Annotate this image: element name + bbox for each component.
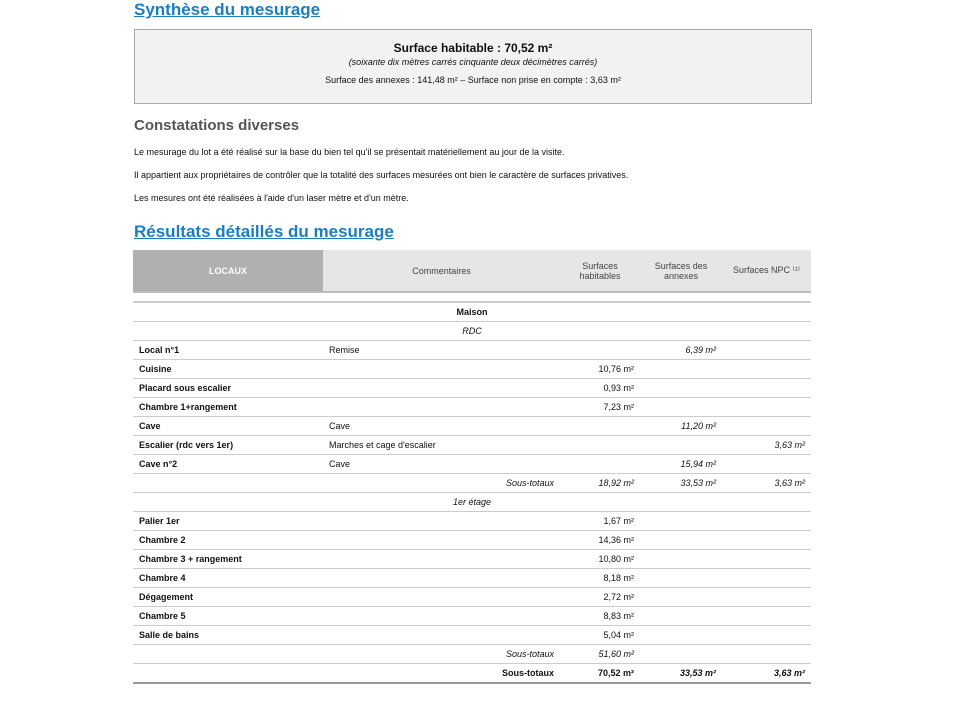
surface-habitable: 8,18 m² [560, 569, 640, 588]
room-comment [323, 626, 560, 645]
table-row [133, 360, 811, 379]
surface-habitable: 5,04 m² [560, 626, 640, 645]
room-comment: Cave [323, 417, 560, 436]
subtotal-annexes: 33,53 m² [640, 664, 722, 684]
surface-annexe [640, 379, 722, 398]
surface-habitable: 2,72 m² [560, 588, 640, 607]
surface-annexe: 11,20 m² [640, 417, 722, 436]
resultats-title: Résultats détaillés du mesurage [134, 222, 394, 241]
room-comment: Cave [323, 455, 560, 474]
surface-habitable: 0,93 m² [560, 379, 640, 398]
surface-npc [722, 341, 811, 360]
surface-annexe [640, 588, 722, 607]
room-comment [323, 607, 560, 626]
subtotal-npc: 3,63 m² [722, 664, 811, 684]
header-npc: Surfaces NPC ⁽¹⁾ [722, 250, 811, 292]
surface-habitable [560, 417, 640, 436]
room-name: Chambre 4 [133, 569, 323, 588]
surface-habitable: 8,83 m² [560, 607, 640, 626]
level-label: 1er étage [133, 493, 811, 512]
surface-npc [722, 531, 811, 550]
subtotal-habitable: 51,60 m² [560, 645, 640, 664]
surface-annexe [640, 550, 722, 569]
room-comment: Remise [323, 341, 560, 360]
table-row [133, 379, 811, 398]
surface-words: (soixante dix mètres carrés cinquante deux décimètres carrés) [348, 57, 598, 67]
table-header [133, 250, 811, 292]
surface-npc [722, 379, 811, 398]
table-row [133, 626, 811, 645]
surface-npc [722, 569, 811, 588]
surface-annexe [640, 398, 722, 417]
subtotal-habitable: 18,92 m² [560, 474, 640, 493]
header-commentaires: Commentaires [323, 250, 560, 292]
subtotal-label: Sous-totaux [323, 664, 560, 684]
surface-npc [722, 626, 811, 645]
table-row [133, 550, 811, 569]
constatation-line: Les mesures ont été réalisées à l'aide d'un laser mètre et d'un mètre. [134, 193, 409, 203]
surface-annexe [640, 436, 722, 455]
surface-npc [722, 455, 811, 474]
surface-habitable [560, 455, 640, 474]
surface-annexe [640, 569, 722, 588]
room-comment [323, 512, 560, 531]
subtotal-annexes: 33,53 m² [640, 474, 722, 493]
level-row [133, 493, 811, 512]
room-comment [323, 569, 560, 588]
surface-npc [722, 607, 811, 626]
surface-annexe: 15,94 m² [640, 455, 722, 474]
surface-annexe [640, 531, 722, 550]
surface-habitable: 14,36 m² [560, 531, 640, 550]
room-name: Chambre 3 + rangement [133, 550, 323, 569]
table-row [133, 398, 811, 417]
constatations-title: Constatations diverses [134, 117, 300, 134]
results-table [133, 250, 811, 684]
surface-annexe [640, 512, 722, 531]
subtotal-row [133, 645, 811, 664]
header-locaux: LOCAUX [133, 250, 323, 292]
subtotal-label: Sous-totaux [323, 645, 560, 664]
subtotal-habitable: 70,52 m² [560, 664, 640, 684]
header-habitables: Surfaces habitables [560, 250, 640, 292]
room-name: Dégagement [133, 588, 323, 607]
surface-annexe: 6,39 m² [640, 341, 722, 360]
surface-npc [722, 417, 811, 436]
surface-habitable: Surface habitable : 70,52 m² [393, 41, 553, 55]
subtotal-row [133, 474, 811, 493]
surface-npc [722, 588, 811, 607]
room-name: Escalier (rdc vers 1er) [133, 436, 323, 455]
surface-npc [722, 360, 811, 379]
room-name: Cuisine [133, 360, 323, 379]
room-name: Chambre 2 [133, 531, 323, 550]
synthese-title: Synthèse du mesurage [134, 0, 321, 19]
subtotal-annexes [640, 645, 722, 664]
room-name: Palier 1er [133, 512, 323, 531]
surface-annexe [640, 360, 722, 379]
table-row [133, 569, 811, 588]
surface-habitable: 10,76 m² [560, 360, 640, 379]
surface-npc [722, 398, 811, 417]
surface-annexes: Surface des annexes : 141,48 m² – Surface non prise en compte : 3,63 m² [325, 75, 621, 85]
room-comment [323, 379, 560, 398]
table-row [133, 531, 811, 550]
section-row [133, 302, 811, 322]
surface-habitable: 10,80 m² [560, 550, 640, 569]
surface-habitable [560, 341, 640, 360]
empty-cell [133, 664, 323, 684]
room-comment [323, 398, 560, 417]
spacer-row [133, 292, 811, 302]
subtotal-npc [722, 645, 811, 664]
room-comment [323, 531, 560, 550]
room-name: Salle de bains [133, 626, 323, 645]
empty-cell [133, 474, 323, 493]
room-comment [323, 550, 560, 569]
surface-habitable [560, 436, 640, 455]
level-row [133, 322, 811, 341]
room-name: Local n°1 [133, 341, 323, 360]
surface-habitable: 7,23 m² [560, 398, 640, 417]
table-row [133, 607, 811, 626]
surface-habitable: 1,67 m² [560, 512, 640, 531]
surface-npc [722, 512, 811, 531]
room-comment: Marches et cage d'escalier [323, 436, 560, 455]
header-annexes: Surfaces des annexes [640, 250, 722, 292]
empty-cell [133, 645, 323, 664]
subtotal-label: Sous-totaux [323, 474, 560, 493]
synthese-box [134, 29, 812, 104]
surface-npc [722, 550, 811, 569]
room-comment [323, 360, 560, 379]
surface-annexe [640, 626, 722, 645]
table-row [133, 512, 811, 531]
constatation-line: Le mesurage du lot a été réalisé sur la base du bien tel qu'il se présentait matériellement au jour de la visite. [134, 147, 565, 157]
room-name: Cave [133, 417, 323, 436]
section-label: Maison [133, 302, 811, 322]
table-row [133, 436, 811, 455]
room-name: Placard sous escalier [133, 379, 323, 398]
constatation-line: Il appartient aux propriétaires de contrôler que la totalité des surfaces mesurées ont bien le caractère de surfaces privatives. [134, 170, 629, 180]
table-row [133, 417, 811, 436]
table-row [133, 588, 811, 607]
surface-annexe [640, 607, 722, 626]
table-row [133, 455, 811, 474]
table-row [133, 341, 811, 360]
surface-npc: 3,63 m² [722, 436, 811, 455]
room-comment [323, 588, 560, 607]
total-row [133, 664, 811, 684]
level-label: RDC [133, 322, 811, 341]
subtotal-npc: 3,63 m² [722, 474, 811, 493]
room-name: Chambre 5 [133, 607, 323, 626]
room-name: Cave n°2 [133, 455, 323, 474]
room-name: Chambre 1+rangement [133, 398, 323, 417]
